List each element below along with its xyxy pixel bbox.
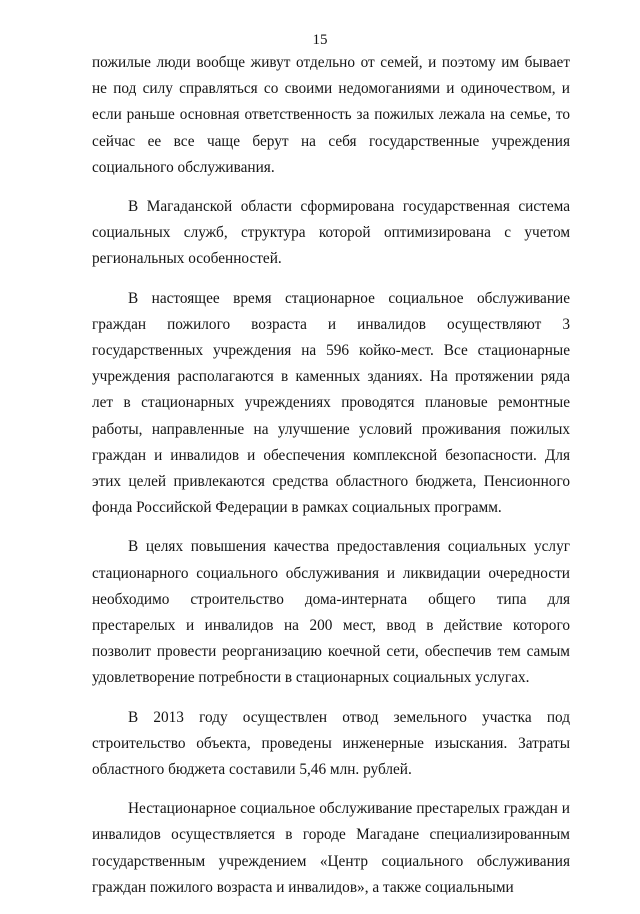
paragraph-social-services-system: В Магаданской области сформирована государственная система социальных служб, структура которой оптимизирована с учетом региональных особенностей.	[92, 198, 570, 268]
page-number: 15	[312, 32, 328, 48]
paragraph-non-stationary-care: Нестационарное социальное обслуживание престарелых граждан и инвалидов осуществляется в городе Магадане специализированным государственным учреждением «Центр социального обслуживания граждан пожилого возраста и инвалидов», а также социальными	[92, 800, 570, 896]
paragraph-continuation: пожилые люди вообще живут отдельно от семей, и поэтому им бывает не под силу справляться со своими недомоганиями и одиночеством, и если раньше основная ответственность за пожилых лежала на семье, то сейчас ее все чаще берут на себя государственные учреждения социального обслуживания.	[92, 54, 570, 176]
paragraph-land-allocation: В 2013 году осуществлен отвод земельного участка под строительство объекта, проведены инженерные изыскания. Затраты областного бюджета составили 5,46 млн. рублей.	[92, 708, 570, 779]
paragraph-care-home-construction: В целях повышения качества предоставления социальных услуг стационарного социального обслуживания и ликвидации очередности необходимо строительство дома-интерната общего типа для престарелых и инвалидов на 200 мест, ввод в действие которого позволит провести реорганизацию коечной сети, обеспечив тем самым удовлетворение потребности в стационарных социальных услугах.	[92, 538, 570, 687]
document-body	[92, 50, 570, 914]
paragraph-stationary-care: В настоящее время стационарное социальное обслуживание граждан пожилого возраста и инвалидов осуществляют 3 государственных учреждения на 596 койко-мест. Все стационарные учреждения располагаются в каменных зданиях. На протяжении ряда лет в стационарных учреждениях проводятся плановые ремонтные работы, направленные на улучшение условий проживания пожилых граждан и инвалидов и обеспечения комплексной безопасности. Для этих целей привлекаются средства областного бюджета, Пенсионного фонда Российской Федерации в рамках социальных программ.	[92, 289, 570, 517]
